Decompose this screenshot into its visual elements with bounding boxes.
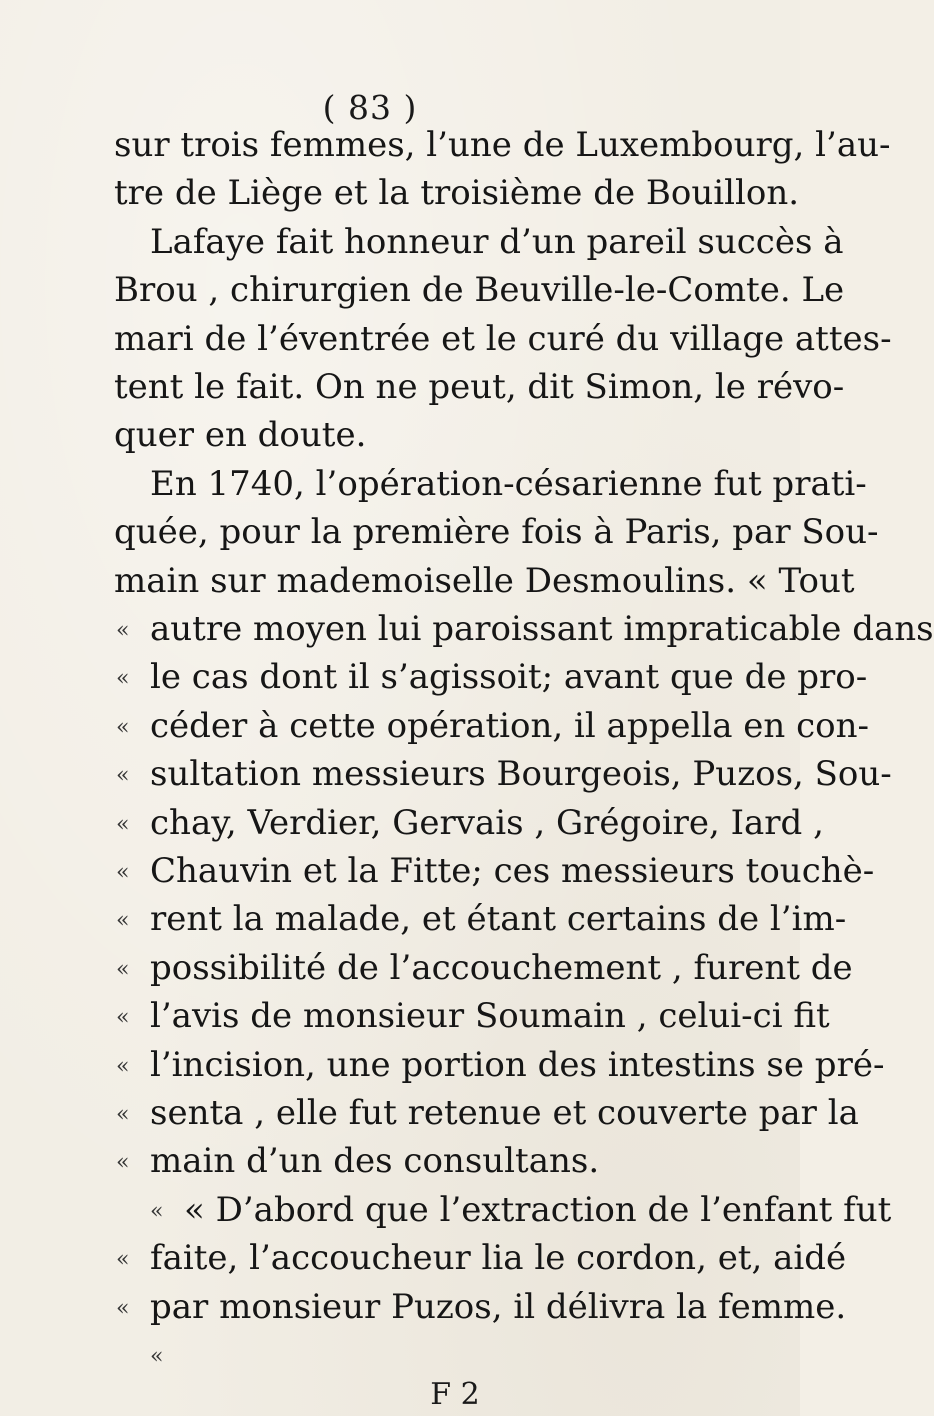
text-line-20: l’incision, une portion des intestins se pré-	[150, 1045, 885, 1085]
text-line-9: quée, pour la première fois à Paris, par Sou-	[114, 512, 879, 552]
text-line-18: possibilité de l’accouchement , furent de	[150, 948, 853, 988]
text-line-1: sur trois femmes, l’une de Luxembourg, l’au-	[114, 125, 891, 165]
text-line-8: En 1740, l’opération-césarienne fut prati-	[150, 464, 867, 504]
quote-mark: «	[116, 1296, 130, 1321]
text-line-19: l’avis de monsieur Soumain , celui-ci fit	[150, 996, 830, 1036]
text-line-17: rent la malade, et étant certains de l’im-	[150, 899, 847, 939]
quote-mark: «	[116, 1247, 130, 1272]
text-line-7: quer en doute.	[114, 415, 367, 455]
quote-mark: «	[116, 1054, 130, 1079]
quote-mark: «	[116, 860, 130, 885]
signature-text: F 2	[430, 1377, 480, 1412]
quote-mark: «	[150, 1344, 164, 1369]
text-line-24: faite, l’accoucheur lia le cordon, et, aidé	[150, 1238, 847, 1278]
text-line-21: senta , elle fut retenue et couverte par la	[150, 1093, 859, 1133]
text-line-5: mari de l’éventrée et le curé du village attes-	[114, 319, 892, 359]
text-line-22: main d’un des consultans.	[150, 1141, 600, 1181]
quote-mark: «	[116, 1150, 130, 1175]
quote-mark: «	[116, 1005, 130, 1030]
text-line-15: chay, Verdier, Gervais , Grégoire, Iard ,	[150, 803, 824, 843]
quote-mark: «	[150, 1199, 164, 1224]
quote-mark: «	[116, 666, 130, 691]
quote-mark: «	[116, 908, 130, 933]
signature-mark	[0, 1377, 800, 1412]
text-line-13: céder à cette opération, il appella en con-	[150, 706, 870, 746]
text-line-12: le cas dont il s’agissoit; avant que de pro-	[150, 657, 868, 697]
quote-mark: «	[116, 763, 130, 788]
text-line-3: Lafaye fait honneur d’un pareil succès à	[150, 222, 844, 262]
text-line-16: Chauvin et la Fitte; ces messieurs touchè-	[150, 851, 875, 891]
text-line-10: main sur mademoiselle Desmoulins. « Tout	[114, 561, 855, 601]
quote-mark: «	[116, 1102, 130, 1127]
page-number: ( 83 )	[322, 88, 418, 127]
page-number-header	[0, 88, 800, 127]
text-line-11: autre moyen lui paroissant impraticable dans	[150, 609, 934, 649]
text-line-6: tent le fait. On ne peut, dit Simon, le révo-	[114, 367, 845, 407]
text-line-2: tre de Liège et la troisième de Bouillon.	[114, 173, 800, 213]
quote-mark: «	[116, 812, 130, 837]
text-line-23: « D’abord que l’extraction de l’enfant fut	[184, 1190, 892, 1230]
text-line-14: sultation messieurs Bourgeois, Puzos, Sou-	[150, 754, 892, 794]
text-line-25: par monsieur Puzos, il délivra la femme.	[150, 1287, 847, 1327]
quote-mark: «	[116, 957, 130, 982]
text-line-4: Brou , chirurgien de Beuville-le-Comte. Le	[114, 270, 845, 310]
quote-mark: «	[116, 618, 130, 643]
quote-mark: «	[116, 715, 130, 740]
